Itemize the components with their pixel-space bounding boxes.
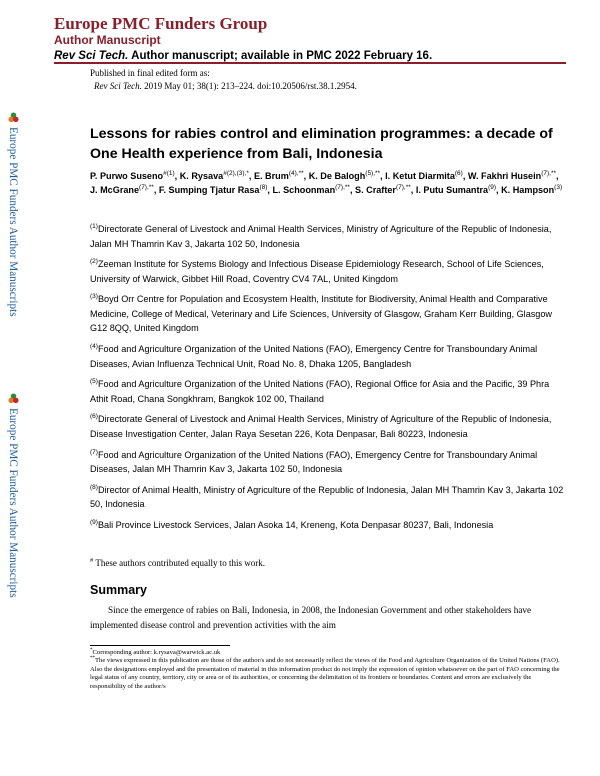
author-affiliation-ref: (5),**	[365, 169, 381, 177]
author	[468, 171, 559, 181]
author	[385, 171, 468, 181]
affiliation	[90, 342, 565, 371]
affiliation-text: Directorate General of Livestock and Animal Health Services, Ministry of Agriculture of the Republic of Indonesia, Jalan MH Thamrin Kav 3, Jakarta 102 50, Indonesia	[90, 224, 552, 249]
corresponding-mark: *	[90, 647, 93, 653]
affiliation	[90, 257, 565, 286]
author	[501, 185, 562, 195]
author	[254, 171, 309, 181]
author-affiliation-ref: (8)	[259, 183, 268, 191]
disclaimer-note	[90, 657, 565, 691]
disclaimer-mark: **	[90, 656, 95, 662]
affiliation-text: Food and Agriculture Organization of the United Nations (FAO), Emergency Centre for Transboundary Animal Diseases, Jalan MH Thamrin Kav 3, Jakarta 102 50, Indonesia	[90, 449, 538, 475]
author	[416, 185, 501, 195]
author-name: J. McGrane	[90, 185, 140, 195]
equal-contribution-text: These authors contributed equally to this work.	[95, 558, 266, 568]
author	[355, 185, 416, 195]
author	[272, 185, 355, 195]
affiliation	[90, 412, 565, 441]
sidebar-label: Europe PMC Funders Author Manuscripts	[7, 408, 19, 598]
author-name: W. Fakhri Husein	[467, 171, 542, 181]
author	[180, 171, 254, 181]
page-header	[54, 14, 564, 64]
citation-details: 2019 May 01; 38(1): 213–224. doi:10.20506/rst.38.1.2954.	[144, 80, 357, 91]
affiliation-number: (6)	[90, 413, 98, 421]
affiliation-number: (4)	[90, 343, 98, 351]
author-name: I. Putu Sumantra	[415, 185, 489, 195]
author-name: P. Purwo Suseno	[90, 171, 164, 181]
affiliation	[90, 448, 565, 477]
author-affiliation-ref: (7),**	[395, 183, 411, 191]
equal-contribution-note	[90, 557, 265, 569]
affiliation-number: (8)	[90, 483, 98, 491]
sidebar-watermark-bottom	[6, 393, 20, 598]
header-divider	[54, 62, 566, 64]
affiliation-number: (3)	[90, 293, 98, 301]
author-affiliation-ref: (3)	[554, 183, 563, 191]
article-title: Lessons for rabies control and elimination programmes: a decade of One Health experience from Bali, Indonesia	[90, 126, 553, 162]
author-separator: ,	[556, 171, 559, 181]
author-affiliation-ref: (6)	[454, 169, 463, 177]
affiliation-text: Boyd Orr Centre for Population and Ecosystem Health, Institute for Biodiversity, Animal Health and Comparative Medicine, College of Medical, Veterinary and Life Sciences, University of Glasgow, Graham Kerr Building, Glasgow G12 8QQ, United Kingdom	[90, 294, 552, 334]
author-name: K. De Balogh	[308, 171, 366, 181]
affiliation-text: Food and Agriculture Organization of the United Nations (FAO), Regional Office for Asia and the Pacific, 39 Phra Athit Road, Chana Songkhram, Bangkok 102 00, Thailand	[90, 379, 550, 404]
author-separator: ,	[349, 185, 356, 195]
affiliation	[90, 483, 565, 512]
funders-group-title: Europe PMC Funders Group	[54, 14, 268, 33]
author-manuscript-label: Author Manuscript	[54, 33, 161, 47]
citation-journal: Rev Sci Tech.	[94, 80, 142, 91]
disclaimer-text: The views expressed in this publication are those of the author/s and do not necessarily reflect the views of the Food and Agriculture Organization of the United Nations (FAO). Also the designations employed and the presentation of material in this information product do not imply the expression of opinion whatsoever on the part of FAO concerning the legal status of any country, territory, city or area or of its authorities, or concerning the delimitation of its frontiers or boundaries. Content and errors are exclusively the responsibility of the author/s	[90, 657, 560, 690]
author-list	[90, 169, 565, 197]
author-affiliation-ref: (7),**	[541, 169, 556, 177]
author	[90, 185, 159, 195]
author-affiliation-ref: (4),**	[288, 169, 304, 177]
sidebar-watermark-top	[6, 112, 20, 317]
corresponding-author-text: Corresponding author: k.rysava@warwick.ac.uk	[92, 649, 221, 656]
affiliation-number: (9)	[90, 518, 98, 526]
sidebar-label: Europe PMC Funders Author Manuscripts	[7, 127, 19, 317]
europe-pmc-logo-icon	[8, 112, 19, 123]
author	[159, 185, 273, 195]
affiliation	[90, 518, 565, 533]
footnote-divider	[90, 645, 230, 646]
affiliation-text: Zeeman Institute for Systems Biology and Infectious Disease Epidemiology Research, School of Life Sciences, University of Warwick, Gibbet Hill Road, Coventry CV4 7AL, United Kingdom	[90, 259, 544, 284]
author	[309, 171, 385, 181]
summary-heading: Summary	[90, 583, 147, 597]
author-affiliation-ref: (7),**	[139, 183, 154, 191]
author-name: F. Sumping Tjatur Rasa	[158, 185, 260, 195]
affiliation-number: (1)	[90, 222, 98, 230]
author-name: E. Brum	[253, 171, 289, 181]
author-separator: ,	[174, 171, 180, 181]
affiliation-text: Directorate General of Livestock and Animal Health Services, Ministry of Agriculture of the Republic of Indonesia, Disease Investigation Center, Jalan Raya Sesetan 226, Kota Denpasar, Bali 80223, Indonesia	[90, 414, 552, 439]
author-separator: ,	[303, 171, 309, 181]
summary-paragraph: Since the emergence of rabies on Bali, Indonesia, in 2008, the Indonesian Government and other stakeholders have implemented disease control and prevention activities with the aim	[90, 605, 532, 630]
author-separator: ,	[380, 171, 386, 181]
europe-pmc-logo-icon	[8, 393, 19, 404]
published-in-label: Published in final edited form as:	[90, 68, 210, 78]
footnotes	[90, 649, 565, 691]
author-name: I. Ketut Diarmita	[385, 171, 455, 181]
affiliation-text: Director of Animal Health, Ministry of Agriculture of the Republic of Indonesia, Jalan MH Thamrin Kav 3, Jakarta 102 50, Indonesia	[90, 484, 564, 510]
author-separator: ,	[267, 185, 273, 195]
author-affiliation-ref: #(2),(3),*	[223, 169, 249, 177]
author-separator: ,	[462, 171, 468, 181]
affiliation	[90, 222, 565, 251]
affiliation-number: (5)	[90, 378, 98, 386]
affiliation	[90, 377, 565, 406]
publication-info	[90, 67, 357, 92]
journal-name: Rev Sci Tech.	[54, 50, 129, 62]
affiliation-number: (7)	[90, 448, 98, 456]
availability-text: Author manuscript; available in PMC 2022 February 16.	[131, 50, 433, 62]
author-name: K. Rysava	[179, 171, 224, 181]
affiliation-text: Food and Agriculture Organization of the United Nations (FAO), Emergency Centre for Transboundary Animal Diseases, Avian Influenza Technical Unit, Road No. 8, Dhaka 1205, Bangladesh	[90, 344, 538, 369]
equal-contribution-mark: #	[90, 557, 94, 564]
author-separator: ,	[248, 171, 254, 181]
affiliation	[90, 292, 565, 336]
author-separator: ,	[496, 185, 502, 195]
affiliations-list	[90, 222, 565, 539]
author-affiliation-ref: #(1)	[163, 169, 175, 177]
author-name: K. Hampson	[501, 185, 555, 195]
author-separator: ,	[410, 185, 416, 195]
author-name: S. Crafter	[355, 185, 396, 195]
affiliation-text: Bali Province Livestock Services, Jalan Asoka 14, Kreneng, Kota Denpasar 80237, Bali, Indonesia	[97, 520, 494, 530]
author-affiliation-ref: (7),**	[335, 183, 350, 191]
affiliation-number: (2)	[90, 258, 98, 266]
citation-line	[90, 80, 357, 93]
author	[90, 171, 180, 181]
author-separator: ,	[153, 185, 159, 195]
author-affiliation-ref: (9)	[488, 183, 497, 191]
author-name: L. Schoonman	[272, 185, 336, 195]
